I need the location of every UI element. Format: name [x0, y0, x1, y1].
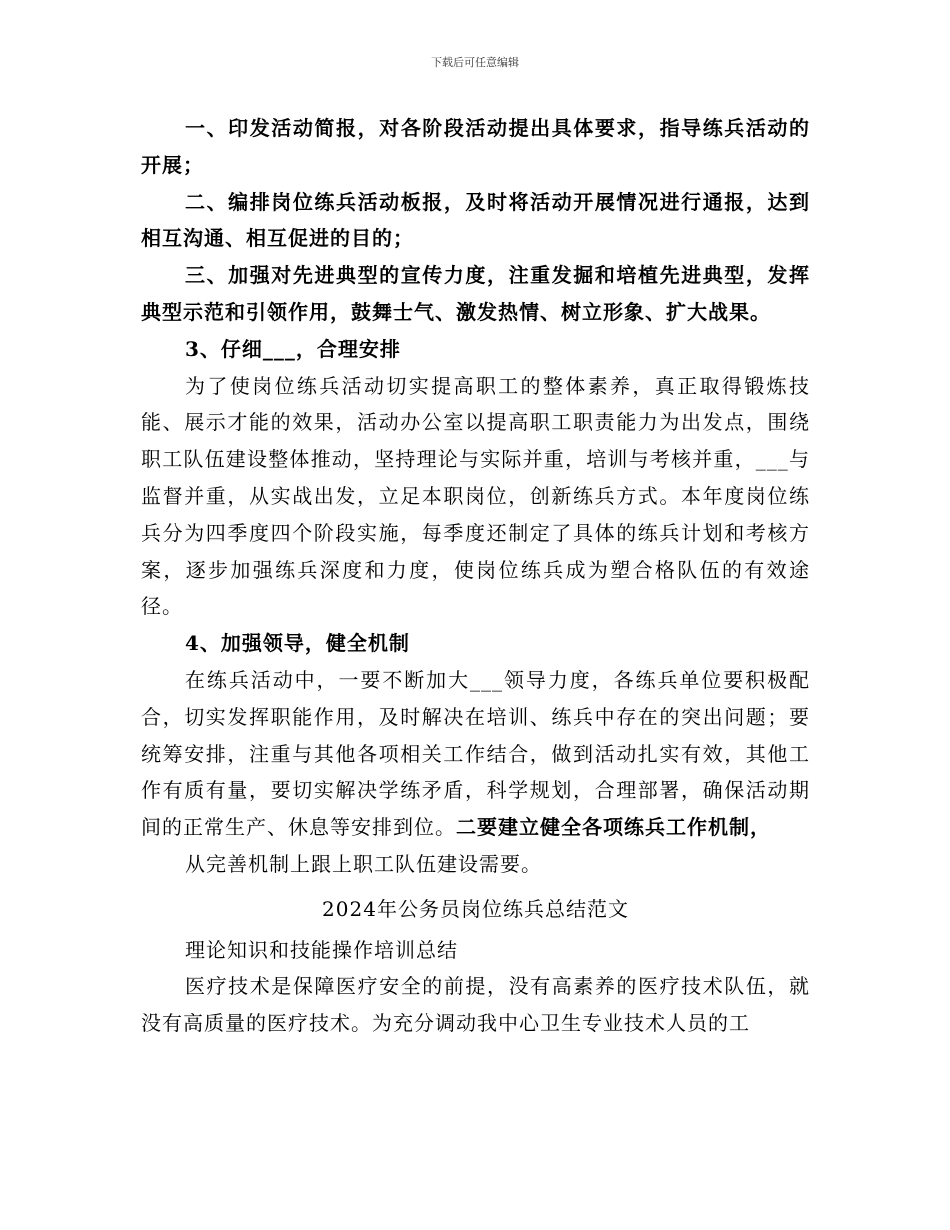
paragraph-item-1: 一、印发活动简报，对各阶段活动提出具体要求，指导练兵活动的开展； — [141, 116, 810, 177]
paragraph-leadership-text: 在练兵活动中，一要不断加大___领导力度，各练兵单位要积极配合，切实发挥职能作用，及时解决在培训、练兵中存在的突出问题；要统筹安排，注重与其他各项相关工作结合，做到活动扎实有效，其他工作有质有量，要切实解决学练矛盾，科学规划，合理部署，确保活动期间的正常生产、休息等安排到位。 — [141, 667, 810, 840]
paragraph-mechanism: 从完善机制上跟上职工队伍建设需要。 — [185, 851, 542, 876]
page-header: 下载后可任意编辑 — [431, 56, 519, 69]
paragraph-leadership — [141, 662, 810, 846]
paragraph-training: 为了使岗位练兵活动切实提高职工的整体素养，真正取得锻炼技能、展示才能的效果，活动办公室以提高职工职责能力为出发点，围绕职工队伍建设整体推动，坚持理论与实际并重，培训与考核并重，___与监督并重，从实战出发，立足本职岗位，创新练兵方式。本年度岗位练兵分为四季度四个阶段实施，每季度还制定了具体的练兵计划和考核方案，逐步加强练兵深度和力度，使岗位练兵成为塑合格队伍的有效途径。 — [141, 373, 810, 619]
paragraph-item-3: 三、加强对先进典型的宣传力度，注重发掘和培植先进典型，发挥典型示范和引领作用，鼓舞士气、激发热情、树立形象、扩大战果。 — [141, 263, 810, 324]
paragraph-item-2: 二、编排岗位练兵活动板报，及时将活动开展情况进行通报，达到相互沟通、相互促进的目的； — [141, 189, 810, 251]
document-title: 2024年公务员岗位练兵总结范文 — [322, 896, 629, 921]
paragraph-subtitle: 理论知识和技能操作培训总结 — [185, 937, 458, 962]
section-heading-3: 3、仔细___，合理安排 — [185, 336, 401, 361]
section-heading-4: 4、加强领导，健全机制 — [185, 631, 410, 656]
paragraph-leadership-bold: 二要建立健全各项练兵工作机制， — [456, 815, 771, 840]
document-body — [141, 110, 810, 1042]
paragraph-medical: 医疗技术是保障医疗安全的前提，没有高素养的医疗技术队伍，就没有高质量的医疗技术。为充分调动我中心卫生专业技术人员的工 — [141, 974, 810, 1036]
